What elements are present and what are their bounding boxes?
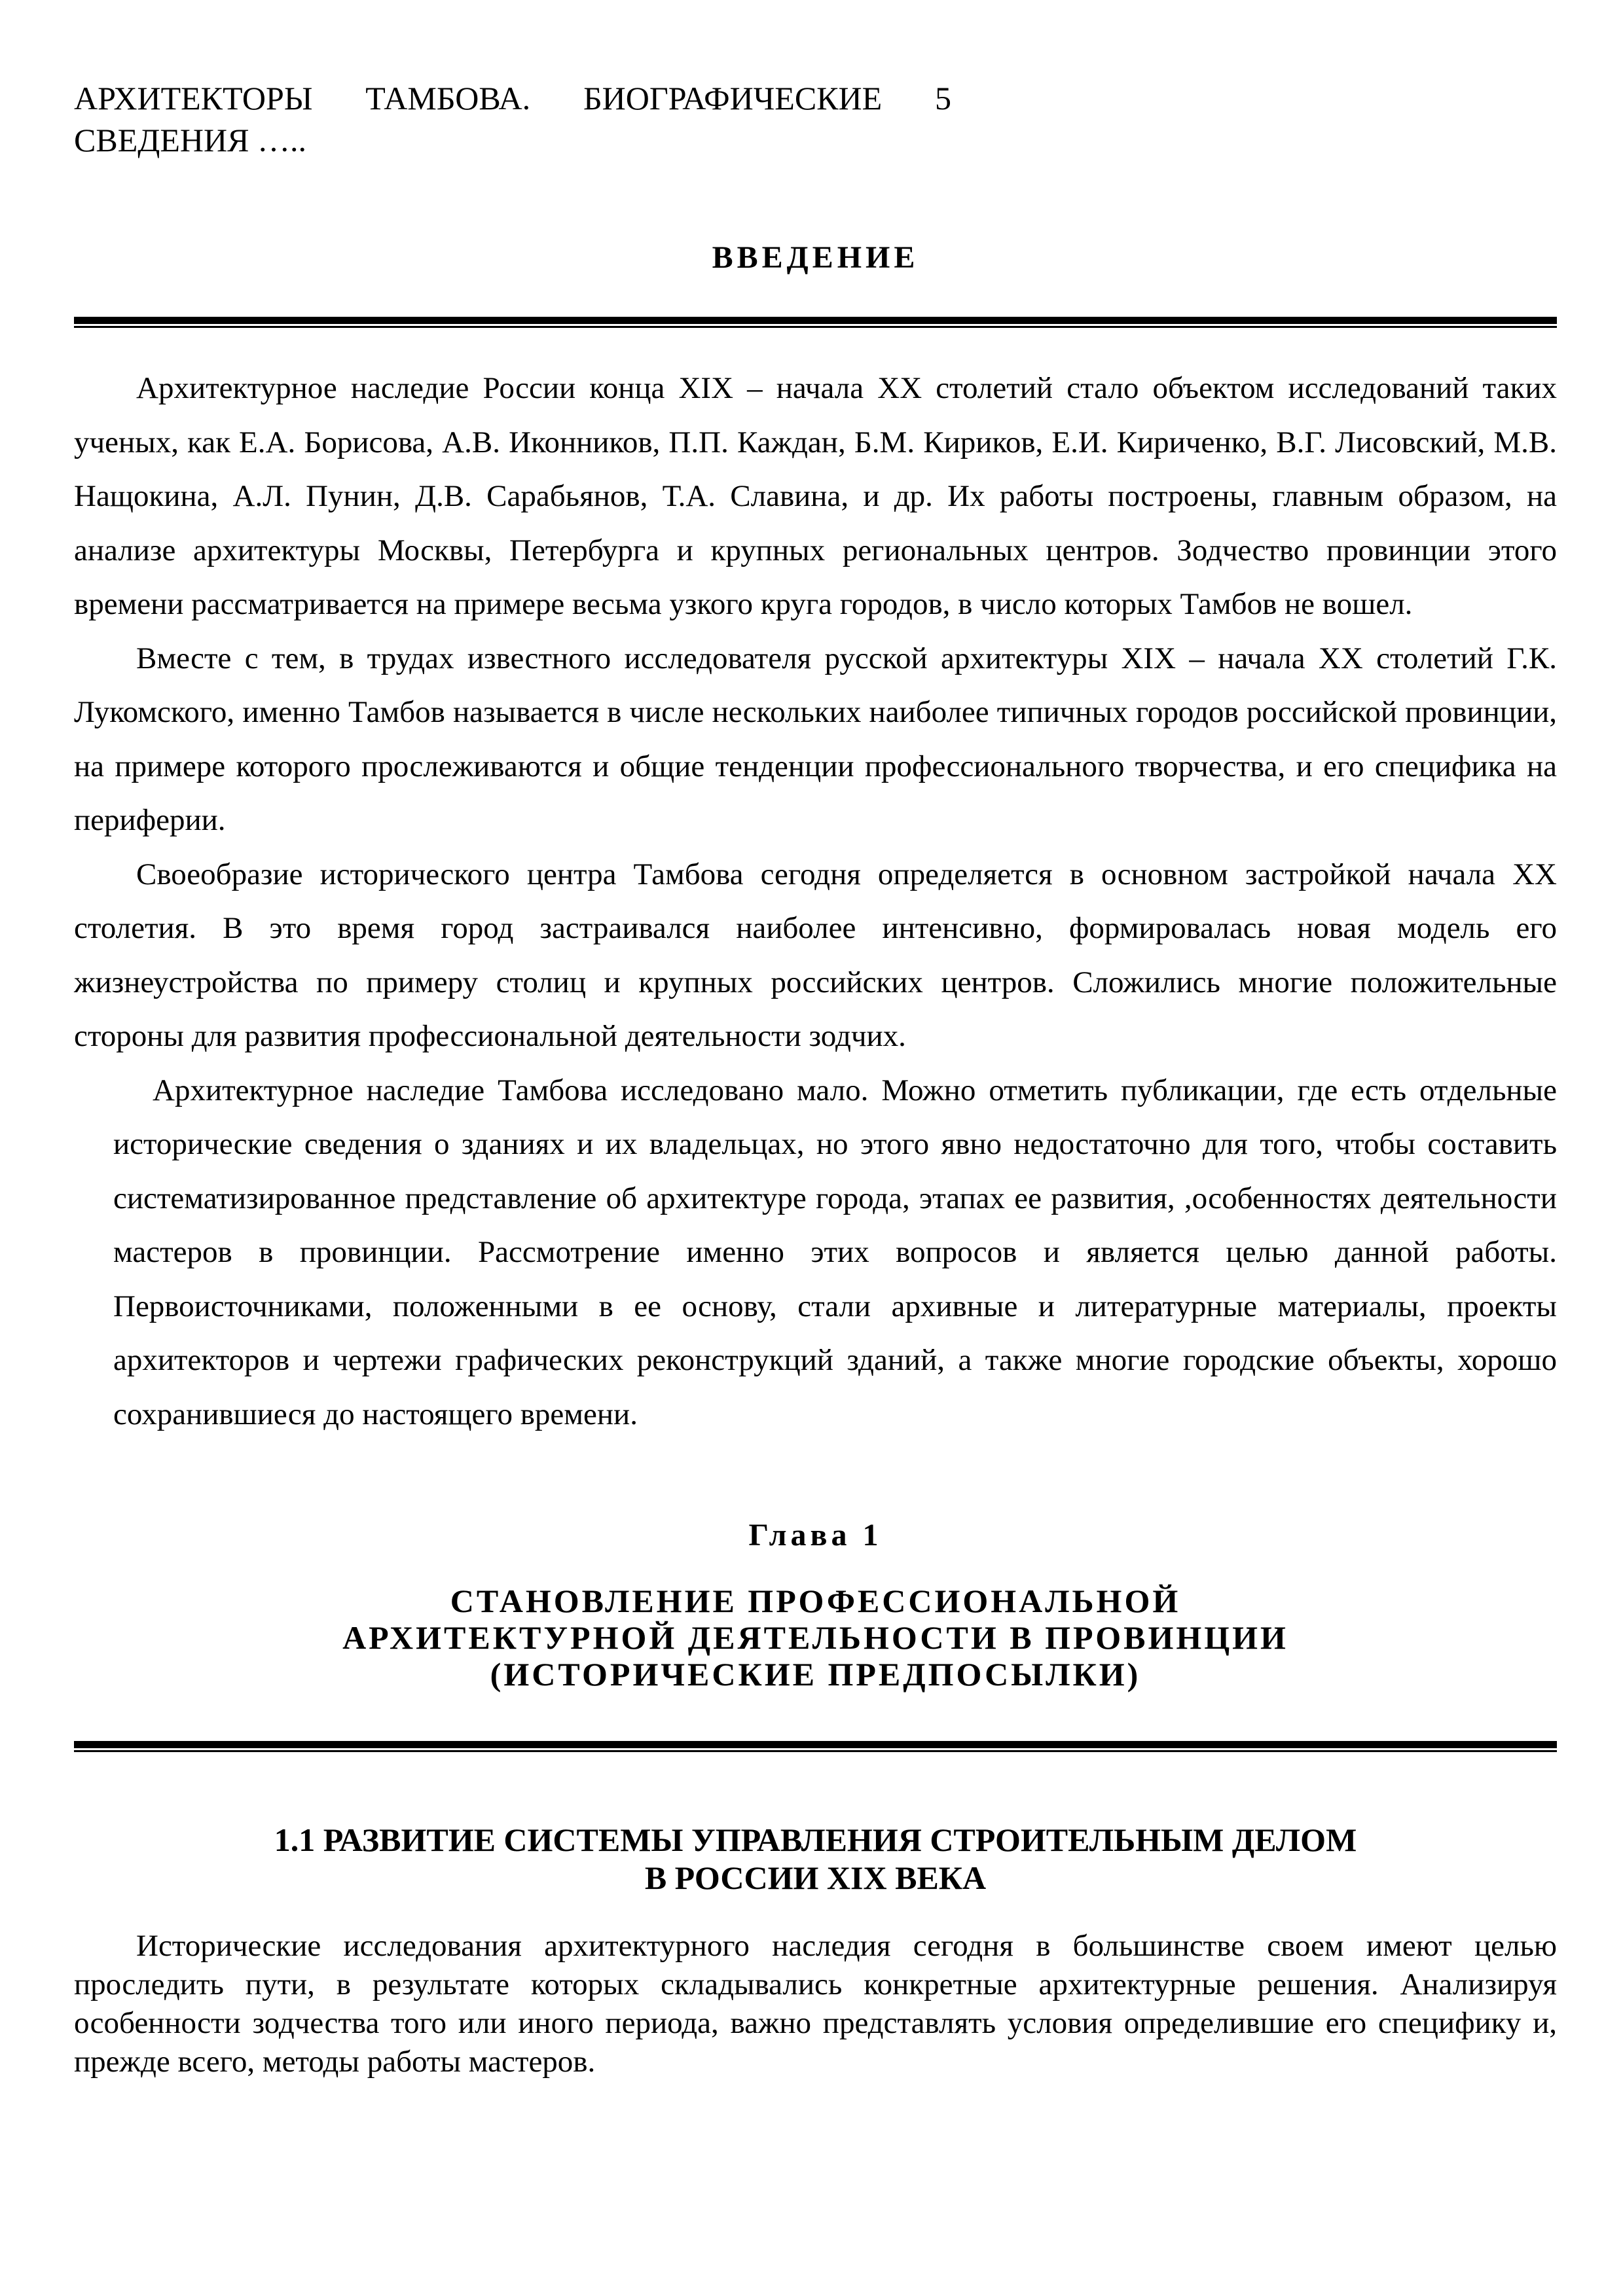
- chapter-title-line: (ИСТОРИЧЕСКИЕ ПРЕДПОСЫЛКИ): [490, 1656, 1141, 1693]
- toc-page-number: 5: [934, 80, 951, 117]
- section-body: [74, 1927, 1557, 2081]
- chapter-title: [74, 1583, 1557, 1693]
- toc-entry[interactable]: [74, 77, 951, 161]
- intro-paragraph: Архитектурное наследие Тамбова исследовано мало. Можно отметить публикации, где есть отдельные исторические сведения о зданиях и их владельцах, но этого явно недостаточно для того, чтобы составить систематизированное представление об архитектуре города, этапах ее развития, ,особенностях деятельности мастеров в провинции. Рассмотрение именно этих вопросов и является целью данной работы. Первоисточниками, положенными в ее основу, стали архивные и литературные материалы, проекты архитекторов и чертежи графических реконструкций зданий, а также многие городские объекты, хорошо сохранившиеся до настоящего времени.: [113, 1073, 1557, 1431]
- heading-rule: [74, 317, 1557, 329]
- intro-paragraph: Архитектурное наследие России конца XIX – начала XX столетий стало объектом исследований таких ученых, как Е.А. Борисова, А.В. Иконников, П.П. Каждан, Б.М. Кириков, Е.И. Кириченко, В.Г. Лисовский, М.В. Нащокина, А.Л. Пунин, Д.В. Сарабьянов, Т.А. Славина, и др. Их работы построены, главным образом, на анализе архитектуры Москвы, Петербурга и крупных региональных центров. Зодчество провинции этого времени рассматривается на примере весьма узкого круга городов, в число которых Тамбов не вошел.: [74, 371, 1557, 621]
- section-paragraph: Исторические исследования архитектурного наследия сегодня в большинстве своем имеют целью проследить пути, в результате которых складывались конкретные архитектурные решения. Анализируя особенности зодчества того или иного периода, важно представлять условия определившие его специфику и, прежде всего, методы работы мастеров.: [74, 1929, 1557, 2079]
- toc-word-1: АРХИТЕКТОРЫ: [74, 80, 313, 117]
- chapter-label: Глава 1: [748, 1518, 883, 1552]
- intro-paragraph: Вместе с тем, в трудах известного исследователя русской архитектуры XIX – начала XX столетий Г.К. Лукомского, именно Тамбов называется в числе нескольких наиболее типичных городов российской провинции, на примере которого прослеживаются и общие тенденции профессионального творчества, и его специфика на периферии.: [74, 641, 1557, 837]
- intro-paragraph: Своеобразие исторического центра Тамбова сегодня определяется в основном застройкой начала XX столетия. В это время город застраивался наиболее интенсивно, формировалась новая модель его жизнеустройства по примеру столиц и крупных российских центров. Сложились многие положительные стороны для развития профессиональной деятельности зодчих.: [74, 857, 1557, 1053]
- chapter-title-line: АРХИТЕКТУРНОЙ ДЕЯТЕЛЬНОСТИ В ПРОВИНЦИИ: [342, 1619, 1288, 1656]
- intro-title: ВВЕДЕНИЕ: [712, 240, 919, 275]
- chapter-title-line: СТАНОВЛЕНИЕ ПРОФЕССИОНАЛЬНОЙ: [450, 1583, 1181, 1619]
- section-title: [74, 1821, 1557, 1897]
- toc-entry-line2: СВЕДЕНИЯ …..: [74, 122, 306, 158]
- section-title-line: 1.1 РАЗВИТИЕ СИСТЕМЫ УПРАВЛЕНИЯ СТРОИТЕЛЬНЫМ ДЕЛОМ: [274, 1821, 1357, 1858]
- intro-body: [74, 361, 1557, 1441]
- toc-entry-line1: [74, 77, 951, 119]
- toc-word-2: ТАМБОВА.: [365, 80, 531, 117]
- toc-word-3: БИОГРАФИЧЕСКИЕ: [583, 80, 883, 117]
- section-title-line: В РОССИИ XIX ВЕКА: [644, 1859, 987, 1896]
- chapter-rule: [74, 1741, 1557, 1753]
